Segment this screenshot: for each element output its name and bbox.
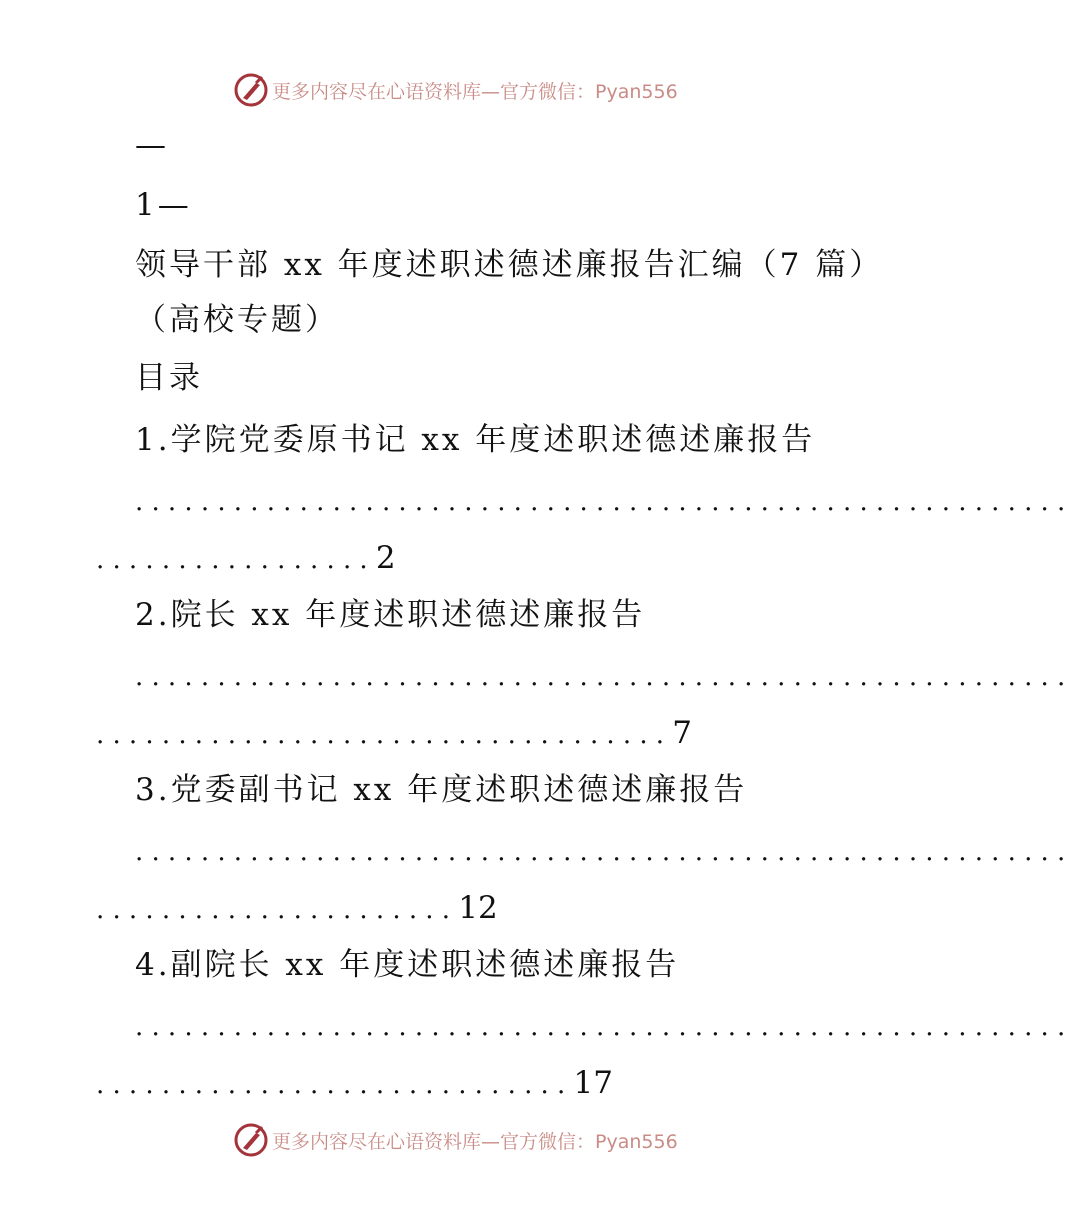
watermark-banner-bottom [0, 1120, 950, 1160]
toc-entry-label[interactable]: 4.副院长 xx 年度述职述德述廉报告 [135, 947, 680, 983]
toc-leader-dots-continued: .................2 [96, 540, 396, 576]
document-subtitle: （高校专题） [135, 302, 339, 338]
toc-leader-dots-continued: ...................................7 [96, 715, 692, 751]
toc-entry-label[interactable]: 2.院长 xx 年度述职述德述廉报告 [135, 597, 646, 633]
toc-leader-dots: ......................................................... [135, 662, 1074, 692]
toc-leader-dots-continued: .............................17 [96, 1065, 613, 1101]
document-title: 领导干部 xx 年度述职述德述廉报告汇编（7 篇） [135, 247, 884, 283]
toc-entry-label[interactable]: 3.党委副书记 xx 年度述职述德述廉报告 [135, 772, 748, 808]
quill-pen-logo-icon [234, 1123, 268, 1157]
watermark-banner-top [0, 70, 950, 110]
toc-leader-dots: ......................................................... [135, 487, 1074, 517]
watermark-text: 更多内容尽在心语资料库—官方微信：Pyan556 [272, 80, 678, 103]
toc-page-number[interactable]: 7 [672, 715, 692, 751]
toc-page-number[interactable]: 12 [458, 890, 498, 926]
toc-entry-label[interactable]: 1.学院党委原书记 xx 年度述职述德述廉报告 [135, 422, 816, 458]
page-marker: 1— [135, 187, 192, 223]
toc-leader-dots: ......................................................... [135, 1012, 1074, 1042]
watermark-text: 更多内容尽在心语资料库—官方微信：Pyan556 [272, 1130, 678, 1153]
quill-pen-logo-icon [234, 73, 268, 107]
header-dash: — [135, 127, 169, 163]
toc-heading: 目录 [135, 360, 203, 396]
toc-page-number[interactable]: 17 [573, 1065, 613, 1101]
toc-leader-dots: ......................................................... [135, 837, 1074, 867]
toc-page-number[interactable]: 2 [375, 540, 396, 576]
toc-leader-dots-continued: ......................12 [96, 890, 498, 926]
